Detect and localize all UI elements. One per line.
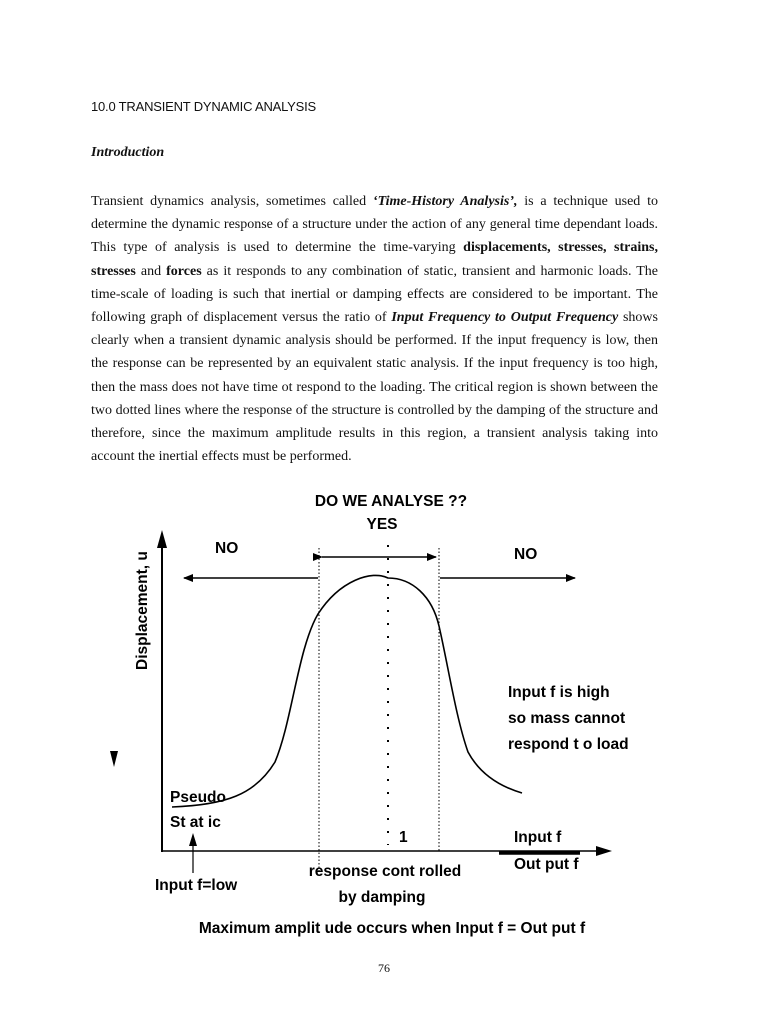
diagram-subtitle: YES <box>366 516 398 533</box>
high-frequency-label-line1: Input f is high <box>508 684 610 701</box>
diagram-caption: Maximum amplit ude occurs when Input f = Out put f <box>198 920 586 937</box>
y-axis-label: Displacement, u <box>134 551 151 670</box>
paragraph-run: Transient dynamics analysis, sometimes called <box>91 194 373 209</box>
ratio-numerator: Input f <box>514 829 562 846</box>
no-left-label: NO <box>215 540 239 557</box>
tick-one-label: 1 <box>399 829 408 846</box>
high-frequency-label-line3: respond t o load <box>508 736 629 753</box>
low-frequency-pointer-arrowhead <box>189 833 197 846</box>
damping-label-line2: by damping <box>338 889 426 906</box>
paragraph-run: forces <box>166 263 202 279</box>
paragraph-run: Input Frequency to Output Frequency <box>391 310 619 326</box>
ratio-denominator: Out put f <box>514 856 579 873</box>
paragraph-run: and <box>135 263 167 279</box>
section-heading: 10.0 TRANSIENT DYNAMIC ANALYSIS <box>91 99 316 114</box>
introduction-subheading: Introduction <box>91 145 165 160</box>
high-frequency-label-line2: so mass cannot <box>508 710 626 727</box>
paragraph-run: displacements, stresses, strains, stresses <box>91 240 658 279</box>
pseudo-static-label-line2: St at ic <box>170 814 221 831</box>
x-axis-arrowhead <box>596 846 612 856</box>
y-axis-down-arrow <box>110 751 118 767</box>
response-curve <box>172 575 522 807</box>
input-low-label: Input f=low <box>155 877 238 894</box>
no-right-label: NO <box>514 546 538 563</box>
paragraph-run: is a technique used to determine the dynamic response of a structure under the action of any general time dependant loads. This type of analysis is used to determine the time-varying <box>91 194 658 256</box>
diagram-title: DO WE ANALYSE ?? <box>314 493 468 510</box>
pseudo-static-label-line1: Pseudo <box>170 789 226 806</box>
page-number: 76 <box>378 961 390 975</box>
damping-label-line1: response cont rolled <box>308 863 462 880</box>
paragraph-run: as it responds to any combination of static, transient and harmonic loads. The time-scale of loading is such that inertial or damping effects are considered to be important. The following graph of displacement versus the ratio of <box>91 263 658 326</box>
paragraph-run: ‘Time-History Analysis’, <box>372 194 518 209</box>
paragraph-run: shows clearly when a transient dynamic analysis should be performed. If the input frequency is low, then the response can be represented by an equivalent static analysis. If the input frequency is too high, then the mass does not have time ot respond to the loading. The critical region is shown between the two dotted lines where the response of the structure is controlled by the damping of the structure and therefore, since the maximum amplitude results in this region, a transient analysis taking into account the inertial effects must be performed. <box>91 310 658 465</box>
y-axis-arrowhead <box>157 530 167 548</box>
